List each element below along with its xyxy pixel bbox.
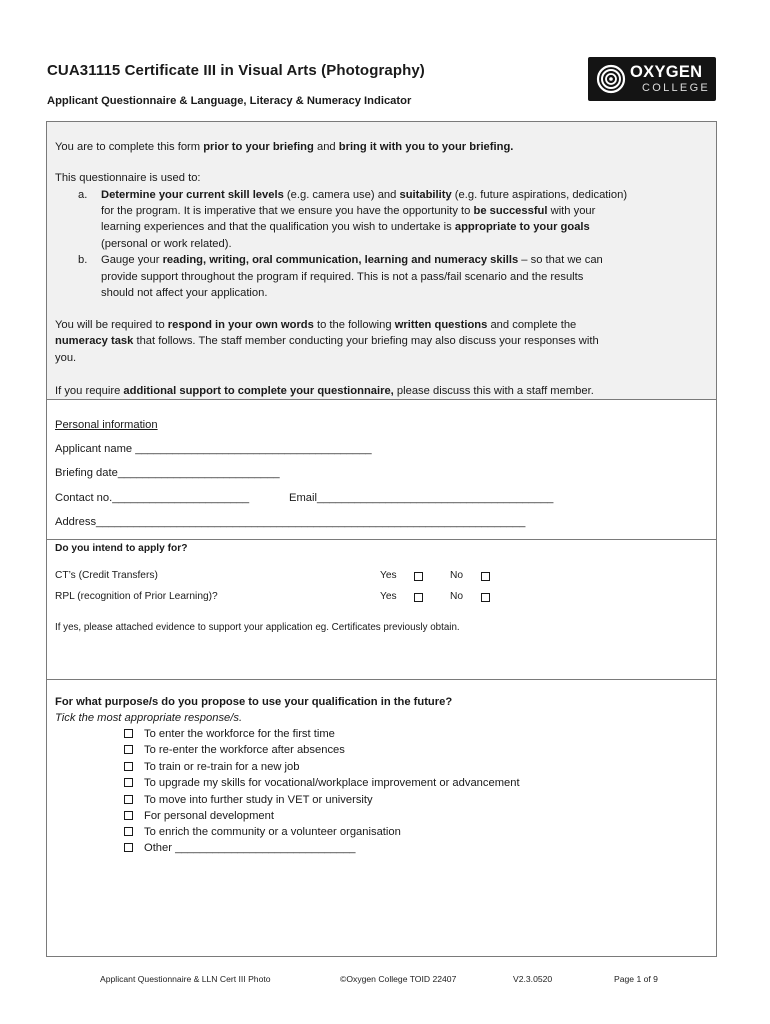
list-item-a-line-4: (personal or work related).	[101, 238, 232, 250]
intro-paragraph-3-line-1: You will be required to respond in your own words to the following written questions and complete the	[55, 319, 577, 331]
option-checkbox[interactable]	[124, 827, 133, 836]
intro-paragraph-4: If you require additional support to complete your questionnaire, please discuss this with a staff member.	[55, 385, 594, 397]
option-checkbox[interactable]	[124, 778, 133, 787]
address-field[interactable]: Address_____________________________________________________________________	[55, 516, 526, 528]
option-checkbox[interactable]	[124, 762, 133, 771]
personal-information-heading: Personal information	[55, 419, 158, 431]
concentric-circle-logo-icon	[596, 64, 626, 94]
footer-document-name: Applicant Questionnaire & LLN Cert III Photo	[100, 974, 271, 984]
ct-yes-checkbox[interactable]	[414, 572, 423, 581]
footer-copyright: ©Oxygen College TOID 22407	[340, 974, 457, 984]
purpose-option[interactable]: To train or re-train for a new job	[124, 761, 299, 777]
purpose-option[interactable]: To enter the workforce for the first time	[124, 728, 335, 744]
rpl-yes-label: Yes	[380, 591, 397, 602]
list-marker-a: a.	[78, 189, 88, 201]
ct-no-checkbox[interactable]	[481, 572, 490, 581]
ct-label: CT’s (Credit Transfers)	[55, 570, 158, 581]
list-marker-b: b.	[78, 254, 88, 266]
applicant-name-field[interactable]: Applicant name ______________________________________	[55, 443, 372, 455]
rpl-label: RPL (recognition of Prior Learning)?	[55, 591, 218, 602]
personal-information-section	[47, 400, 716, 540]
intro-paragraph-2: This questionnaire is used to:	[55, 172, 201, 184]
ct-no-label: No	[450, 570, 464, 581]
intro-paragraph-1: You are to complete this form prior to your briefing and bring it with you to your briefing.	[55, 141, 514, 153]
footer-version: V2.3.0520	[513, 974, 553, 984]
footer-page-number: Page 1 of 9	[614, 974, 658, 984]
purpose-option[interactable]: To move into further study in VET or university	[124, 794, 373, 810]
document-subtitle: Applicant Questionnaire & Language, Literacy & Numeracy Indicator	[47, 95, 412, 107]
intro-paragraph-3-line-2: numeracy task that follows. The staff member conducting your briefing may also discuss your responses with	[55, 335, 599, 347]
rpl-no-checkbox[interactable]	[481, 593, 490, 602]
list-item-a-line-2: for the program. It is imperative that we ensure you have the opportunity to be successful with your	[101, 205, 596, 217]
purpose-option-other[interactable]: Other _____________________________	[124, 842, 356, 858]
purpose-question: For what purpose/s do you propose to use your qualification in the future?	[55, 696, 453, 708]
purpose-option[interactable]: For personal development	[124, 810, 274, 826]
option-checkbox[interactable]	[124, 745, 133, 754]
list-item-b-line-2: provide support throughout the program if required. This is not a pass/fail scenario and the results	[101, 271, 584, 283]
email-field[interactable]: Email______________________________________	[289, 492, 554, 504]
list-item-b-line-3: should not affect your application.	[101, 287, 268, 299]
contact-number-field[interactable]: Contact no.______________________	[55, 492, 250, 504]
option-checkbox[interactable]	[124, 729, 133, 738]
apply-question: Do you intend to apply for?	[55, 543, 188, 554]
intro-paragraph-3-line-3: you.	[55, 352, 77, 364]
purpose-option[interactable]: To enrich the community or a volunteer organisation	[124, 826, 401, 842]
intro-section	[47, 122, 716, 400]
document-title: CUA31115 Certificate III in Visual Arts (Photography)	[47, 62, 425, 79]
evidence-note: If yes, please attached evidence to support your application eg. Certificates previously obtain.	[55, 622, 460, 633]
rpl-no-label: No	[450, 591, 464, 602]
option-checkbox[interactable]	[124, 811, 133, 820]
logo-main-text: OXYGEN	[630, 63, 703, 82]
rpl-yes-checkbox[interactable]	[414, 593, 423, 602]
list-item-a-line-3: learning experiences and that the qualification you wish to undertake is appropriate to your goals	[101, 221, 590, 233]
list-item-b-line-1: Gauge your reading, writing, oral communication, learning and numeracy skills – so that we can	[101, 254, 603, 266]
option-checkbox[interactable]	[124, 795, 133, 804]
purpose-instruction: Tick the most appropriate response/s.	[55, 712, 243, 724]
option-checkbox[interactable]	[124, 843, 133, 852]
ct-yes-label: Yes	[380, 570, 397, 581]
oxygen-college-logo	[588, 57, 716, 101]
purpose-option[interactable]: To upgrade my skills for vocational/workplace improvement or advancement	[124, 777, 520, 793]
future-purpose-section	[47, 680, 716, 956]
list-item-a-line-1: Determine your current skill levels (e.g. camera use) and suitability (e.g. future aspirations, dedication)	[101, 189, 628, 201]
apply-credit-section	[47, 540, 716, 680]
purpose-option[interactable]: To re-enter the workforce after absences	[124, 744, 345, 760]
questionnaire-form	[46, 121, 717, 957]
briefing-date-field[interactable]: Briefing date__________________________	[55, 467, 280, 479]
logo-sub-text: COLLEGE	[642, 81, 711, 94]
